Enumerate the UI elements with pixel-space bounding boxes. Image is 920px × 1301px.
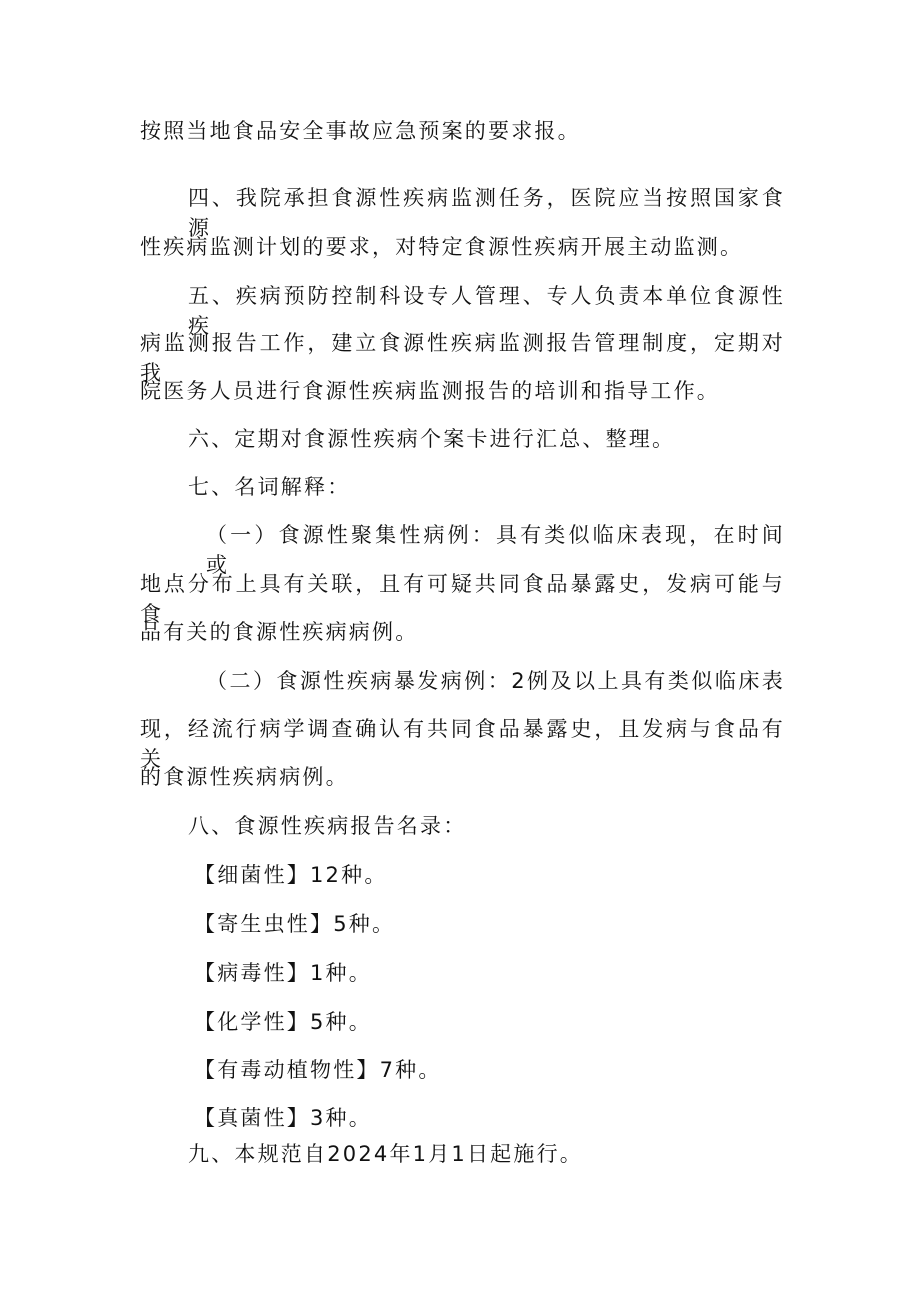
paragraph-line: 性疾病监测计划的要求，对特定食源性疾病开展主动监测。: [140, 235, 744, 259]
category-item: 【病毒性】1种。: [194, 961, 372, 985]
category-item: 【有毒动植物性】7种。: [194, 1058, 442, 1082]
closing-statement: 九、本规范自2024年1月1日起施行。: [188, 1142, 583, 1166]
section-heading: 八、食源性疾病报告名录：: [188, 814, 467, 838]
category-item: 【寄生虫性】5种。: [194, 912, 396, 936]
category-item: 【化学性】5种。: [194, 1010, 372, 1034]
paragraph-line: （一）食源性聚集性病例：具有类似临床表现，在时间或: [206, 523, 785, 577]
paragraph-line: 院医务人员进行食源性疾病监测报告的培训和指导工作。: [140, 379, 720, 403]
paragraph-line: 六、定期对食源性疾病个案卡进行汇总、整理。: [188, 427, 676, 451]
paragraph-line: （二）食源性疾病暴发病例：2例及以上具有类似临床表: [206, 669, 785, 693]
category-item: 【细菌性】12种。: [194, 863, 388, 887]
paragraph-line: 品有关的食源性疾病病例。: [140, 620, 419, 644]
paragraph-line: 病监测报告工作，建立食源性疾病监测报告管理制度，定期对我: [140, 331, 785, 385]
paragraph-line: 地点分布上具有关联，且有可疑共同食品暴露史，发病可能与食: [140, 572, 785, 626]
paragraph-line: 现，经流行病学调查确认有共同食品暴露史，且发病与食品有关: [140, 717, 785, 771]
paragraph-line: 四、我院承担食源性疾病监测任务，医院应当按照国家食源: [188, 186, 785, 240]
category-item: 【真菌性】3种。: [194, 1106, 372, 1130]
paragraph-line: 五、疾病预防控制科设专人管理、专人负责本单位食源性疾: [188, 284, 785, 338]
paragraph-line: 的食源性疾病病例。: [140, 765, 349, 789]
paragraph-line: 按照当地食品安全事故应急预案的要求报。: [140, 119, 581, 143]
section-heading: 七、名词解释：: [188, 475, 351, 499]
